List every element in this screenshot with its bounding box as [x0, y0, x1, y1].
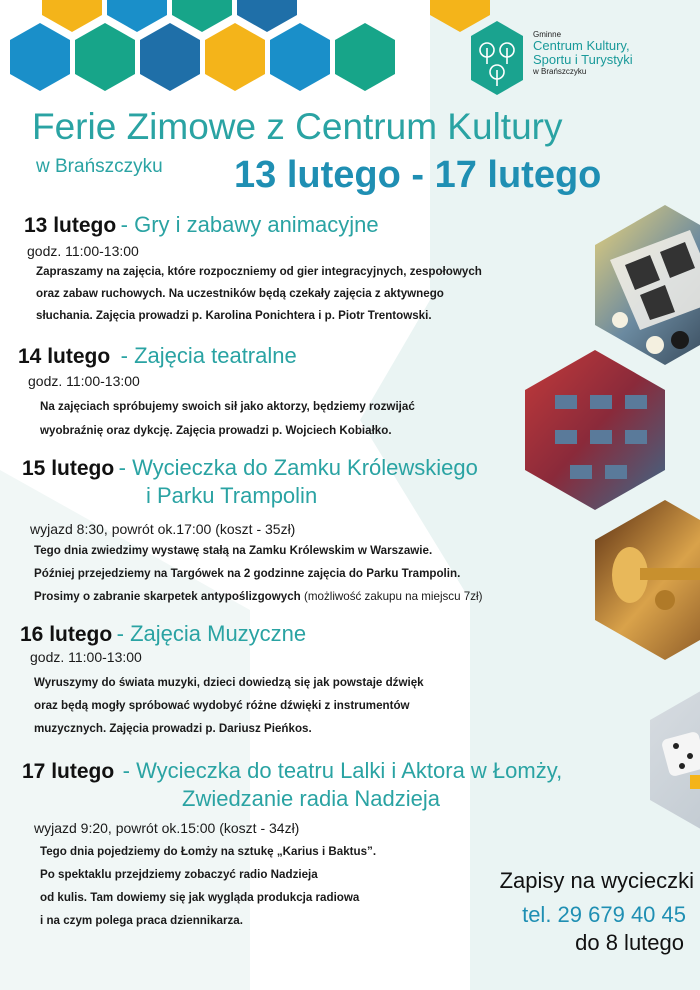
- date-range: 13 lutego - 17 lutego: [234, 154, 602, 196]
- description-line: Po spektaklu przejdziemy zobaczyć radio Nadzieja: [40, 868, 318, 881]
- logo-line-4: w Brańszczyku: [533, 67, 587, 76]
- description-line: oraz zabaw ruchowych. Na uczestników będą czekały zajęcia z aktywnego: [36, 287, 444, 300]
- event-14: [18, 343, 578, 443]
- event-title: - Wycieczka do teatru Lalki i Aktora w Łomży,: [122, 758, 563, 783]
- event-13: [24, 212, 584, 327]
- event-date: 15 lutego: [22, 457, 115, 480]
- event-title: - Zajęcia teatralne: [120, 343, 297, 368]
- event-hours: wyjazd 9:20, powrót ok.15:00 (koszt - 34zł): [34, 820, 300, 836]
- event-description: [36, 261, 584, 327]
- event-title: - Wycieczka do Zamku Królewskiego: [118, 455, 478, 480]
- event-date: 14 lutego: [18, 345, 111, 368]
- logo-line-1: Gminne: [533, 30, 562, 39]
- event-hours: godz. 11:00-13:00: [28, 373, 140, 389]
- event-title-line-2: Zwiedzanie radia Nadzieja: [182, 786, 441, 811]
- page-title: Ferie Zimowe z Centrum Kultury: [32, 106, 563, 147]
- event-date: 17 lutego: [22, 760, 115, 783]
- description-line: Tego dnia zwiedzimy wystawę stałą na Zamku Królewskim w Warszawie.: [34, 544, 433, 557]
- description-line: muzycznych. Zajęcia prowadzi p. Dariusz Pieńkos.: [34, 722, 312, 735]
- event-description: [34, 539, 602, 608]
- event-15: [22, 455, 602, 608]
- hexagon-row: [10, 0, 490, 91]
- description-line: słuchania. Zajęcia prowadzi p. Karolina Ponichtera i p. Piotr Trentowski.: [36, 309, 432, 322]
- event-date: 16 lutego: [20, 623, 113, 646]
- description-line: Na zajęciach spróbujemy swoich sił jako aktorzy, będziemy rozwijać: [40, 400, 415, 413]
- signup-label: Zapisy na wycieczki: [499, 868, 694, 893]
- logo-line-2: Centrum Kultury,: [533, 38, 630, 53]
- description-line: Tego dnia pojedziemy do Łomży na sztukę „Karius i Baktus”.: [40, 845, 377, 858]
- event-16: [20, 621, 580, 740]
- description-line: wyobraźnię oraz dykcję. Zajęcia prowadzi p. Wojciech Kobiałko.: [40, 424, 392, 437]
- trees-icon: [471, 21, 523, 95]
- event-title: - Gry i zabawy animacyjne: [120, 212, 379, 237]
- description-line: oraz będą mogły spróbować wydobyć różne dźwięki z instrumentów: [34, 699, 410, 712]
- signup-phone[interactable]: tel. 29 679 40 45: [522, 902, 686, 927]
- event-title: - Zajęcia Muzyczne: [116, 621, 307, 646]
- signup-info: [440, 868, 698, 956]
- event-date: 13 lutego: [24, 214, 117, 237]
- event-title-line-2: i Parku Trampolin: [146, 483, 318, 508]
- description-line: Zapraszamy na zajęcia, które rozpoczniemy od gier integracyjnych, zespołowych: [36, 265, 482, 278]
- description-text: Prosimy o zabranie skarpetek antypoślizgowych: [34, 590, 301, 603]
- logo-line-3: Sportu i Turystyki: [533, 52, 633, 67]
- description-line: Wyruszymy do świata muzyki, dzieci dowiedzą się jak powstaje dźwięk: [34, 676, 424, 689]
- event-hours: godz. 11:00-13:00: [30, 649, 142, 665]
- description-line: i na czym polega praca dziennikarza.: [40, 914, 243, 927]
- price-note: (możliwość zakupu na miejscu 7zł): [303, 590, 483, 603]
- signup-deadline: do 8 lutego: [575, 930, 684, 955]
- description-line: Później przejedziemy na Targówek na 2 godzinne zajęcia do Parku Trampolin.: [34, 567, 461, 580]
- event-hours: godz. 11:00-13:00: [27, 243, 139, 259]
- event-hours: wyjazd 8:30, powrót ok.17:00 (koszt - 35zł): [30, 521, 296, 537]
- event-description: [34, 671, 580, 740]
- event-description: [40, 395, 578, 443]
- description-line: od kulis. Tam dowiemy się jak wygląda produkcja radiowa: [40, 891, 360, 904]
- description-line: [34, 585, 602, 608]
- page-subtitle: w Brańszczyku: [36, 156, 163, 177]
- logo: [533, 30, 700, 76]
